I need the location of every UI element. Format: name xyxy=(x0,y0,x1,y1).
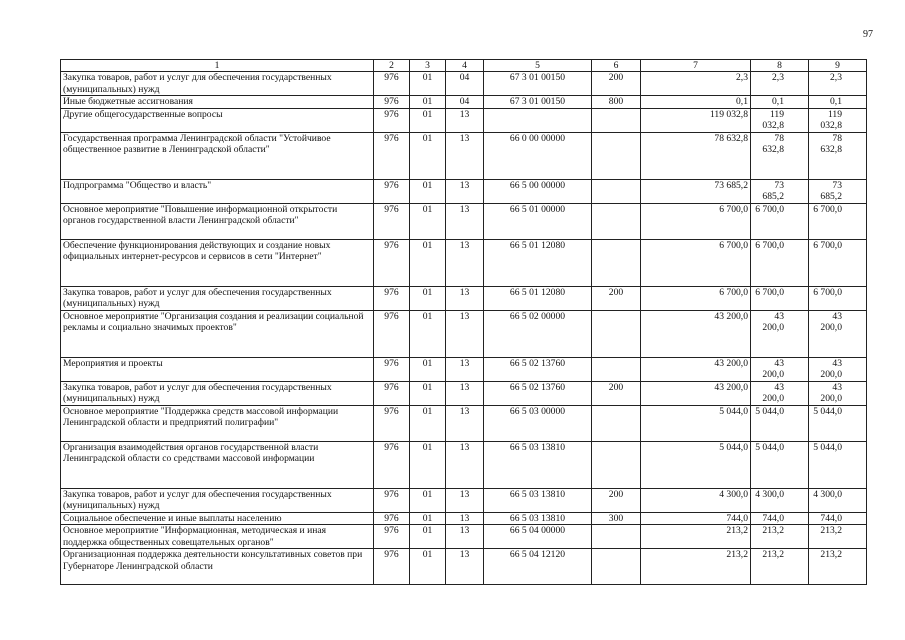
cell-amount-8: 0,1 xyxy=(751,96,809,109)
cell-subsection: 13 xyxy=(446,132,484,179)
cell-amount-9: 213,2 xyxy=(809,525,867,549)
cell-section: 01 xyxy=(410,72,446,96)
table-row xyxy=(61,381,867,405)
cell-subsection: 13 xyxy=(446,357,484,381)
cell-subsection: 13 xyxy=(446,512,484,525)
cell-subsection: 13 xyxy=(446,405,484,441)
cell-section: 01 xyxy=(410,239,446,286)
cell-name: Закупка товаров, работ и услуг для обеспечения государственных (муниципальных) нужд xyxy=(61,72,374,96)
cell-section: 01 xyxy=(410,203,446,239)
cell-amount-7: 213,2 xyxy=(641,549,751,585)
cell-amount-7: 6 700,0 xyxy=(641,239,751,286)
cell-target-article: 66 5 02 13760 xyxy=(484,357,592,381)
cell-target-article: 66 5 01 12080 xyxy=(484,239,592,286)
cell-amount-9: 43 200,0 xyxy=(809,310,867,357)
cell-amount-7: 4 300,0 xyxy=(641,488,751,512)
cell-name: Обеспечение функционирования действующих и создание новых официальных интернет-ресурсов и сервисов в сети "Интернет" xyxy=(61,239,374,286)
cell-name: Мероприятия и проекты xyxy=(61,357,374,381)
cell-amount-8: 5 044,0 xyxy=(751,441,809,488)
cell-amount-7: 0,1 xyxy=(641,96,751,109)
cell-amount-9: 0,1 xyxy=(809,96,867,109)
cell-expense-type: 200 xyxy=(592,381,641,405)
cell-name: Иные бюджетные ассигнования xyxy=(61,96,374,109)
cell-amount-7: 744,0 xyxy=(641,512,751,525)
cell-name: Основное мероприятие "Поддержка средств массовой информации Ленинградской области и предприятий полиграфии" xyxy=(61,405,374,441)
cell-amount-8: 43 200,0 xyxy=(751,357,809,381)
cell-amount-8: 6 700,0 xyxy=(751,286,809,310)
cell-amount-8: 2,3 xyxy=(751,72,809,96)
cell-amount-8: 73 685,2 xyxy=(751,179,809,203)
cell-ministry: 976 xyxy=(374,108,410,132)
table-row xyxy=(61,72,867,96)
cell-subsection: 04 xyxy=(446,96,484,109)
cell-amount-7: 78 632,8 xyxy=(641,132,751,179)
cell-target-article: 66 5 03 00000 xyxy=(484,405,592,441)
cell-amount-9: 5 044,0 xyxy=(809,405,867,441)
cell-section: 01 xyxy=(410,310,446,357)
cell-amount-7: 5 044,0 xyxy=(641,441,751,488)
cell-expense-type xyxy=(592,203,641,239)
cell-expense-type: 200 xyxy=(592,72,641,96)
cell-amount-9: 6 700,0 xyxy=(809,286,867,310)
cell-section: 01 xyxy=(410,108,446,132)
cell-amount-9: 73 685,2 xyxy=(809,179,867,203)
cell-amount-8: 744,0 xyxy=(751,512,809,525)
cell-name: Закупка товаров, работ и услуг для обеспечения государственных (муниципальных) нужд xyxy=(61,488,374,512)
table-row xyxy=(61,239,867,286)
cell-amount-7: 2,3 xyxy=(641,72,751,96)
cell-section: 01 xyxy=(410,549,446,585)
cell-name: Основное мероприятие "Информационная, методическая и иная поддержка общественных совещательных органов" xyxy=(61,525,374,549)
cell-subsection: 13 xyxy=(446,441,484,488)
cell-ministry: 976 xyxy=(374,357,410,381)
cell-ministry: 976 xyxy=(374,525,410,549)
cell-ministry: 976 xyxy=(374,96,410,109)
cell-target-article: 66 5 03 13810 xyxy=(484,488,592,512)
cell-target-article: 66 5 03 13810 xyxy=(484,512,592,525)
cell-amount-7: 43 200,0 xyxy=(641,310,751,357)
table-row xyxy=(61,96,867,109)
cell-amount-8: 78 632,8 xyxy=(751,132,809,179)
cell-ministry: 976 xyxy=(374,179,410,203)
cell-amount-9: 119 032,8 xyxy=(809,108,867,132)
cell-amount-8: 5 044,0 xyxy=(751,405,809,441)
col-header-4: 4 xyxy=(446,60,484,72)
cell-name: Закупка товаров, работ и услуг для обеспечения государственных (муниципальных) нужд xyxy=(61,286,374,310)
col-header-6: 6 xyxy=(592,60,641,72)
cell-target-article: 66 5 01 00000 xyxy=(484,203,592,239)
cell-expense-type xyxy=(592,357,641,381)
cell-amount-7: 6 700,0 xyxy=(641,286,751,310)
cell-expense-type: 200 xyxy=(592,488,641,512)
cell-section: 01 xyxy=(410,512,446,525)
cell-amount-9: 2,3 xyxy=(809,72,867,96)
cell-section: 01 xyxy=(410,357,446,381)
cell-amount-7: 73 685,2 xyxy=(641,179,751,203)
cell-amount-7: 213,2 xyxy=(641,525,751,549)
cell-subsection: 13 xyxy=(446,488,484,512)
table-row xyxy=(61,132,867,179)
cell-ministry: 976 xyxy=(374,286,410,310)
col-header-9: 9 xyxy=(809,60,867,72)
table-row xyxy=(61,179,867,203)
table-row xyxy=(61,108,867,132)
cell-section: 01 xyxy=(410,441,446,488)
cell-subsection: 13 xyxy=(446,381,484,405)
cell-section: 01 xyxy=(410,286,446,310)
cell-expense-type xyxy=(592,239,641,286)
cell-subsection: 13 xyxy=(446,310,484,357)
cell-target-article: 66 0 00 00000 xyxy=(484,132,592,179)
cell-expense-type xyxy=(592,179,641,203)
table-row xyxy=(61,488,867,512)
cell-name: Основное мероприятие "Повышение информационной открытости органов государственной власти Ленинградской области" xyxy=(61,203,374,239)
cell-amount-8: 4 300,0 xyxy=(751,488,809,512)
cell-amount-9: 744,0 xyxy=(809,512,867,525)
table-body xyxy=(61,72,867,585)
cell-amount-7: 119 032,8 xyxy=(641,108,751,132)
table-row xyxy=(61,525,867,549)
cell-ministry: 976 xyxy=(374,203,410,239)
cell-subsection: 04 xyxy=(446,72,484,96)
cell-subsection: 13 xyxy=(446,525,484,549)
cell-target-article: 67 3 01 00150 xyxy=(484,72,592,96)
cell-expense-type: 300 xyxy=(592,512,641,525)
table-row xyxy=(61,512,867,525)
table-row xyxy=(61,441,867,488)
col-header-8: 8 xyxy=(751,60,809,72)
cell-subsection: 13 xyxy=(446,549,484,585)
cell-amount-9: 6 700,0 xyxy=(809,203,867,239)
cell-expense-type xyxy=(592,108,641,132)
table-row xyxy=(61,286,867,310)
cell-amount-9: 43 200,0 xyxy=(809,357,867,381)
cell-name: Другие общегосударственные вопросы xyxy=(61,108,374,132)
cell-amount-9: 213,2 xyxy=(809,549,867,585)
cell-target-article: 66 5 01 12080 xyxy=(484,286,592,310)
table-row xyxy=(61,203,867,239)
cell-amount-8: 43 200,0 xyxy=(751,310,809,357)
cell-ministry: 976 xyxy=(374,310,410,357)
cell-expense-type xyxy=(592,525,641,549)
cell-section: 01 xyxy=(410,132,446,179)
cell-target-article: 66 5 04 12120 xyxy=(484,549,592,585)
cell-section: 01 xyxy=(410,525,446,549)
cell-amount-7: 6 700,0 xyxy=(641,203,751,239)
col-header-2: 2 xyxy=(374,60,410,72)
cell-name: Подпрограмма "Общество и власть" xyxy=(61,179,374,203)
cell-name: Социальное обеспечение и иные выплаты населению xyxy=(61,512,374,525)
cell-ministry: 976 xyxy=(374,239,410,286)
cell-target-article: 67 3 01 00150 xyxy=(484,96,592,109)
col-header-1: 1 xyxy=(61,60,374,72)
cell-section: 01 xyxy=(410,381,446,405)
cell-ministry: 976 xyxy=(374,72,410,96)
cell-expense-type xyxy=(592,405,641,441)
cell-section: 01 xyxy=(410,488,446,512)
col-header-5: 5 xyxy=(484,60,592,72)
cell-ministry: 976 xyxy=(374,381,410,405)
cell-expense-type xyxy=(592,441,641,488)
cell-name: Основное мероприятие "Организация создания и реализации социальной рекламы и социально значимых проектов" xyxy=(61,310,374,357)
cell-target-article: 66 5 03 13810 xyxy=(484,441,592,488)
cell-amount-8: 213,2 xyxy=(751,525,809,549)
cell-section: 01 xyxy=(410,405,446,441)
cell-expense-type: 200 xyxy=(592,286,641,310)
cell-subsection: 13 xyxy=(446,239,484,286)
cell-ministry: 976 xyxy=(374,441,410,488)
table-row xyxy=(61,357,867,381)
cell-amount-7: 43 200,0 xyxy=(641,381,751,405)
cell-ministry: 976 xyxy=(374,488,410,512)
cell-amount-9: 5 044,0 xyxy=(809,441,867,488)
cell-subsection: 13 xyxy=(446,286,484,310)
cell-amount-9: 4 300,0 xyxy=(809,488,867,512)
col-header-7: 7 xyxy=(641,60,751,72)
cell-name: Государственная программа Ленинградской области "Устойчивое общественное развитие в Ленинградской области" xyxy=(61,132,374,179)
cell-subsection: 13 xyxy=(446,203,484,239)
cell-subsection: 13 xyxy=(446,179,484,203)
cell-name: Закупка товаров, работ и услуг для обеспечения государственных (муниципальных) нужд xyxy=(61,381,374,405)
cell-amount-8: 213,2 xyxy=(751,549,809,585)
cell-ministry: 976 xyxy=(374,132,410,179)
table-row xyxy=(61,405,867,441)
cell-amount-7: 5 044,0 xyxy=(641,405,751,441)
table-row xyxy=(61,310,867,357)
cell-name: Организация взаимодействия органов государственной власти Ленинградской области со средствами массовой информации xyxy=(61,441,374,488)
cell-expense-type xyxy=(592,549,641,585)
cell-subsection: 13 xyxy=(446,108,484,132)
col-header-3: 3 xyxy=(410,60,446,72)
table-row xyxy=(61,549,867,585)
cell-target-article: 66 5 02 00000 xyxy=(484,310,592,357)
page-number: 97 xyxy=(863,29,873,40)
cell-amount-8: 43 200,0 xyxy=(751,381,809,405)
cell-expense-type xyxy=(592,310,641,357)
cell-target-article: 66 5 02 13760 xyxy=(484,381,592,405)
cell-ministry: 976 xyxy=(374,405,410,441)
cell-target-article: 66 5 04 00000 xyxy=(484,525,592,549)
cell-amount-8: 6 700,0 xyxy=(751,203,809,239)
cell-target-article: 66 5 00 00000 xyxy=(484,179,592,203)
cell-amount-9: 6 700,0 xyxy=(809,239,867,286)
cell-target-article xyxy=(484,108,592,132)
cell-section: 01 xyxy=(410,96,446,109)
cell-expense-type: 800 xyxy=(592,96,641,109)
cell-amount-8: 6 700,0 xyxy=(751,239,809,286)
cell-ministry: 976 xyxy=(374,512,410,525)
cell-ministry: 976 xyxy=(374,549,410,585)
cell-amount-8: 119 032,8 xyxy=(751,108,809,132)
cell-amount-9: 78 632,8 xyxy=(809,132,867,179)
cell-expense-type xyxy=(592,132,641,179)
header-row xyxy=(61,60,867,72)
cell-name: Организационная поддержка деятельности консультативных советов при Губернаторе Ленинградской области xyxy=(61,549,374,585)
cell-amount-9: 43 200,0 xyxy=(809,381,867,405)
cell-section: 01 xyxy=(410,179,446,203)
budget-table xyxy=(60,59,867,585)
cell-amount-7: 43 200,0 xyxy=(641,357,751,381)
